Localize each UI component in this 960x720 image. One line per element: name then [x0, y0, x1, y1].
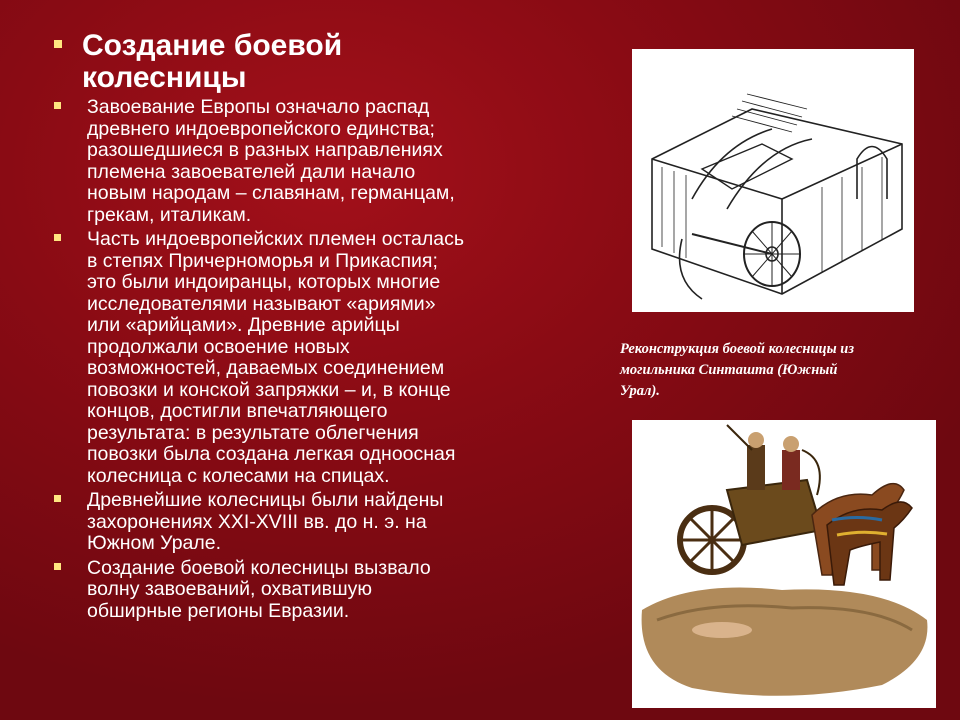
chariot-sketch-icon [632, 49, 914, 312]
square-bullet-icon [54, 563, 61, 570]
bullet-list [54, 97, 594, 625]
list-item-text: Часть индоевропейских племен осталась в степях Причерноморья и Прикаспия; это были индоиранцы, которых многие исследователями называют «ариями» или «арийцами». Древние арийцы продолжали освоение новых возможностей, даваемых соединением повозки и конской запряжки – и, в конце концов, достигли впечатляющего результата: в результате облегчения повозки была создана легкая одноосная колесница с колесами на спицах. [87, 228, 465, 487]
square-bullet-icon [54, 495, 61, 502]
chariot-diorama-icon [632, 420, 936, 708]
list-item-text: Создание боевой колесницы вызвало волну завоеваний, охватившую обширные регионы Евразии. [87, 556, 431, 622]
title-row [54, 30, 594, 94]
square-bullet-icon [54, 102, 61, 109]
list-item-text: Завоевание Европы означало распад древнего индоевропейского единства; разошедшиеся в разных направлениях племена завоевателей дали начало новым народам – славянам, германцам, грекам, италикам. [87, 96, 455, 226]
list-item [54, 97, 594, 226]
list-item-text: Древнейшие колесницы были найдены захоронениях XXI-XVIII вв. до н. э. на Южном Урале. [87, 489, 444, 554]
chariot-burial-drawing [632, 49, 914, 312]
square-bullet-icon [54, 234, 61, 241]
square-bullet-icon [54, 40, 62, 48]
list-item [54, 490, 594, 555]
list-item [54, 558, 594, 623]
title-block [54, 30, 594, 94]
slide-title: Создание боевой колесницы [82, 29, 343, 94]
image-caption: Реконструкция боевой колесницы из могильника Синташта (Южный Урал). [620, 341, 854, 399]
list-item [54, 229, 594, 487]
chariot-diorama-photo [632, 420, 936, 708]
